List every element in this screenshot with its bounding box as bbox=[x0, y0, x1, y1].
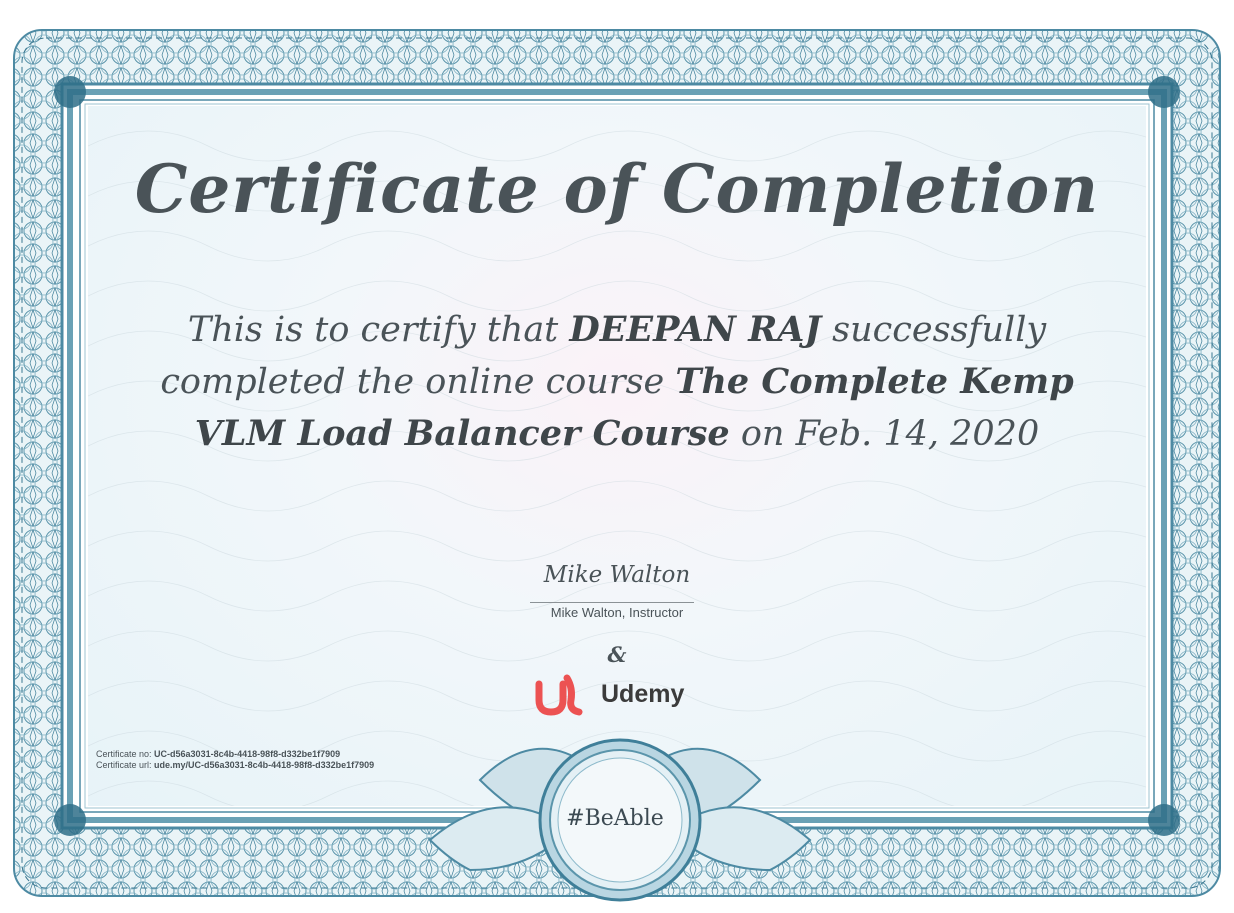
statement-middle: successfully completed the online course bbox=[160, 310, 1047, 402]
recipient-name: DEEPAN RAJ bbox=[569, 309, 822, 350]
instructor-label: Mike Walton, Instructor bbox=[550, 605, 684, 620]
certificate-title: Certificate of Completion bbox=[134, 150, 1100, 228]
seal-text: #BeAble bbox=[566, 806, 664, 831]
certificate-number-label: Certificate no: bbox=[96, 749, 152, 759]
statement-prefix: This is to certify that bbox=[187, 310, 559, 350]
instructor-signature: Mike Walton bbox=[543, 562, 691, 588]
signature-line bbox=[530, 602, 694, 603]
course-name: The Complete Kemp VLM Load Balancer Course bbox=[194, 361, 1074, 454]
udemy-u-icon bbox=[533, 670, 593, 718]
udemy-logo bbox=[533, 670, 703, 718]
certificate-number: UC-d56a3031-8c4b-4418-98f8-d332be1f7909 bbox=[154, 749, 341, 759]
date-prefix: on bbox=[740, 414, 785, 454]
certification-statement bbox=[120, 304, 1114, 460]
certificate-url-label: Certificate url: bbox=[96, 760, 152, 770]
completion-date: Feb. 14, 2020 bbox=[795, 414, 1040, 454]
ampersand: & bbox=[607, 642, 627, 667]
brand-name: Udemy bbox=[601, 680, 685, 708]
certificate-url: ude.my/UC-d56a3031-8c4b-4418-98f8-d332be1f7909 bbox=[154, 760, 375, 770]
